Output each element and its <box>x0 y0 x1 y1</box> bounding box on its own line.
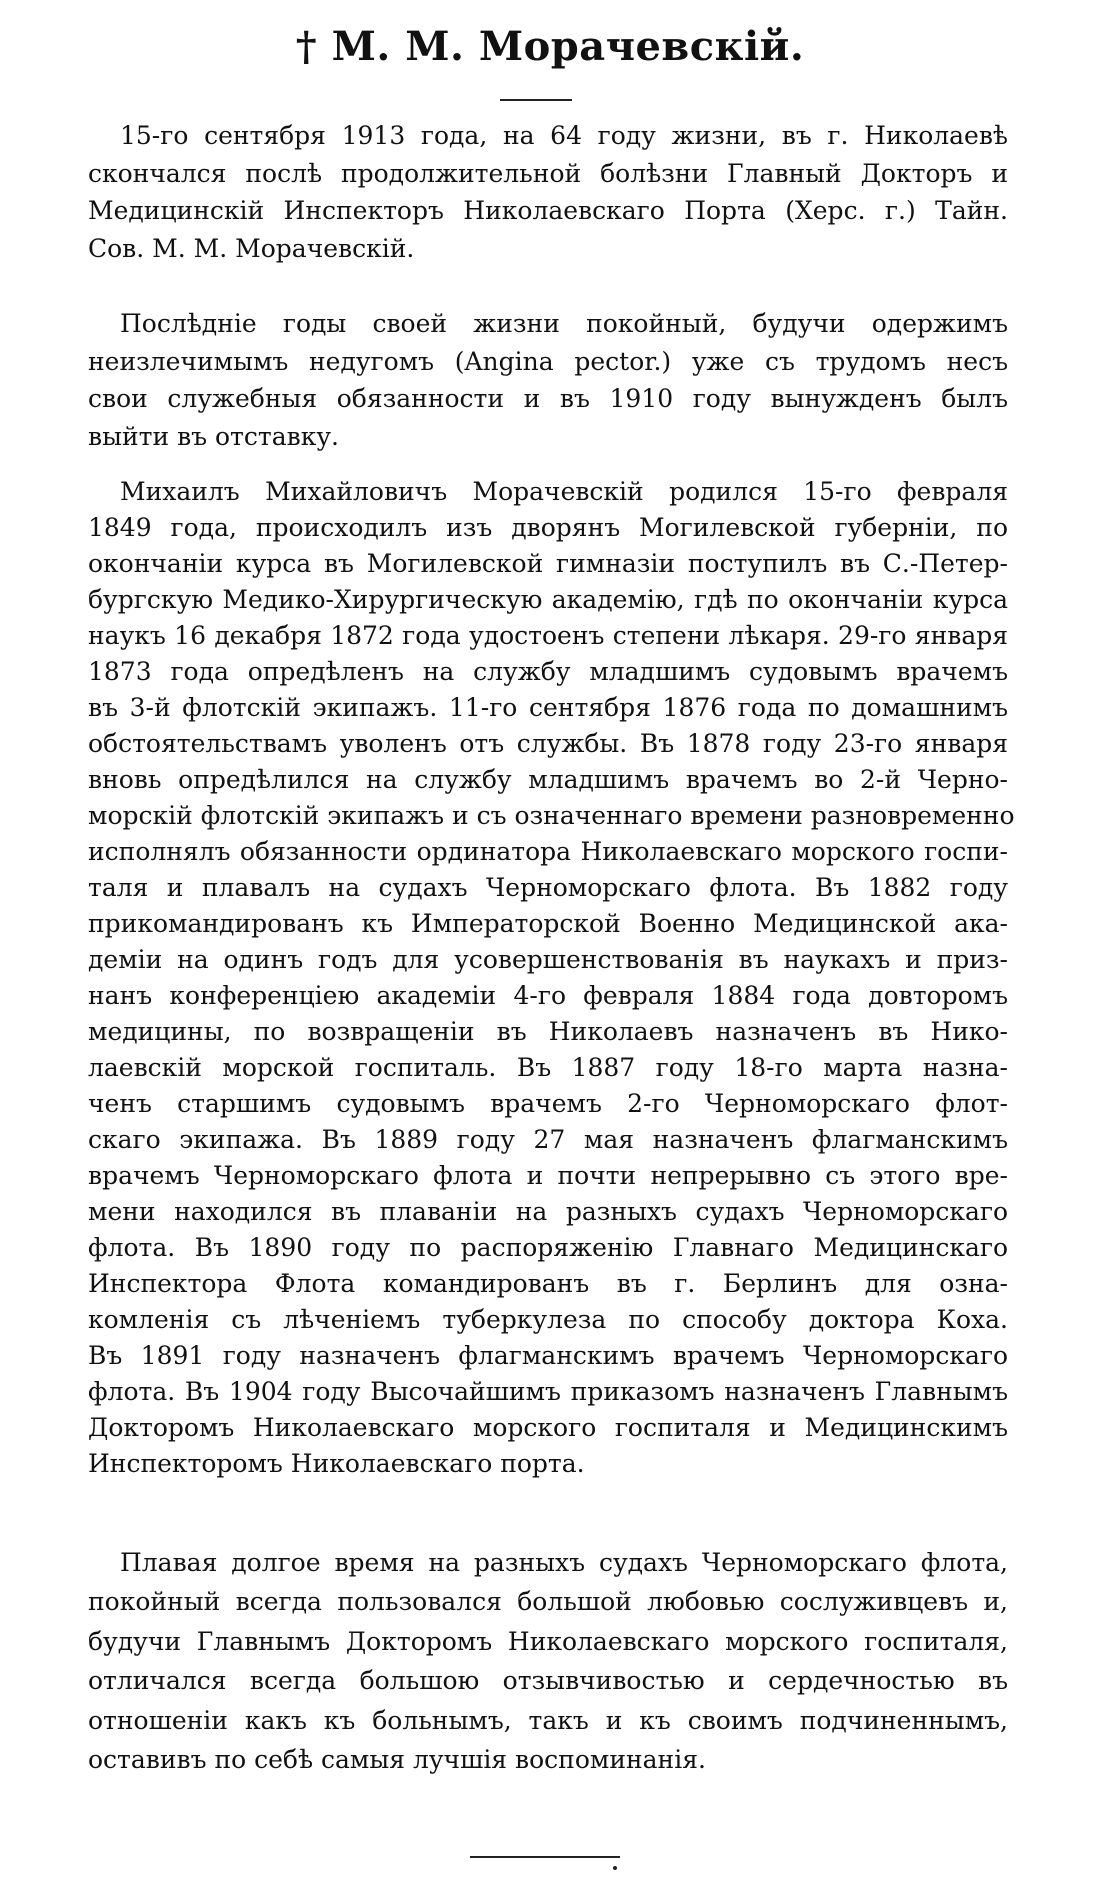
text-line: нанъ конференціею академіи 4-го февраля 1884 года довторомъ <box>88 981 1008 1010</box>
text-line: 1873 года опредѣленъ на службу младшимъ судовымъ врачемъ <box>88 657 1008 686</box>
paragraph-2 <box>88 305 1008 455</box>
text-line: медицины, по возвращеніи въ Николаевъ назначенъ въ Нико- <box>88 1017 1008 1046</box>
text-line: Сов. М. М. Морачевскій. <box>88 233 415 263</box>
text-line: скаго экипажа. Въ 1889 году 27 мая назначенъ флагманскимъ <box>88 1125 1008 1154</box>
text-line: наукъ 16 декабря 1872 года удостоенъ степени лѣкаря. 29-го января <box>88 621 1008 650</box>
text-line: Инспекторомъ Николаевскаго порта. <box>88 1449 585 1478</box>
end-divider <box>470 1856 620 1858</box>
paragraph-3 <box>88 474 1015 1482</box>
text-line: обстоятельствамъ уволенъ отъ службы. Въ 1878 году 23-го января <box>88 729 1008 758</box>
text-line: Инспектора Флота командированъ въ г. Берлинъ для озна- <box>88 1269 1008 1298</box>
end-dot <box>613 1866 617 1870</box>
text-line: скончался послѣ продолжительной болѣзни Главный Докторъ и <box>88 158 1008 188</box>
text-line: Медицинскій Инспекторъ Николаевскаго Порта (Херс. г.) Тайн. <box>88 196 1008 225</box>
paragraph-4 <box>88 1543 1008 1779</box>
text-line: таля и плавалъ на судахъ Черноморскаго флота. Въ 1882 году <box>88 873 1008 902</box>
text-line: врачемъ Черноморскаго флота и почти непрерывно съ этого вре- <box>88 1161 1008 1190</box>
text-line: флота. Въ 1890 году по распоряженію Главнаго Медицинскаго <box>88 1233 1008 1262</box>
text-line: отличался всегда большою отзывчивостью и сердечностью въ <box>88 1666 1008 1696</box>
text-line: прикомандированъ къ Императорской Военно Медицинской ака- <box>88 909 1008 938</box>
text-line: Докторомъ Николаевскаго морского госпиталя и Медицинскимъ <box>88 1413 1008 1442</box>
text-line: отношеніи какъ къ больнымъ, такъ и къ своимъ подчиненнымъ, <box>88 1705 1008 1735</box>
text-line: комленія съ лѣченіемъ туберкулеза по способу доктора Коха. <box>88 1305 1008 1334</box>
text-line: деміи на одинъ годъ для усовершенствованія въ наукахъ и приз- <box>88 945 1008 974</box>
text-line: 1849 года, происходилъ изъ дворянъ Могилевской губерніи, по <box>88 513 1008 542</box>
text-line: ченъ старшимъ судовымъ врачемъ 2-го Черноморскаго флот- <box>88 1089 1008 1118</box>
text-line: свои служебныя обязанности и въ 1910 году вынужденъ былъ <box>88 384 1008 413</box>
text-line: вновь опредѣлился на службу младшимъ врачемъ во 2-й Черно- <box>88 765 1008 794</box>
text-line: исполнялъ обязанности ординатора Николаевскаго морского госпи- <box>88 837 1008 866</box>
text-line: Плавая долгое время на разныхъ судахъ Черноморскаго флота, <box>120 1548 1008 1577</box>
text-line: окончаніи курса въ Могилевской гимназіи поступилъ въ С.-Петер- <box>88 549 1008 578</box>
text-line: мени находился въ плаваніи на разныхъ судахъ Черноморскаго <box>88 1197 1008 1226</box>
text-line: покойный всегда пользовался большой любовью сослуживцевъ и, <box>88 1587 1008 1617</box>
title-divider <box>500 99 572 101</box>
text-line: неизлечимымъ недугомъ (Angina pector.) уже съ трудомъ несъ <box>88 346 1008 376</box>
text-line: Въ 1891 году назначенъ флагманскимъ врачемъ Черноморскаго <box>88 1341 1008 1370</box>
text-line: будучи Главнымъ Докторомъ Николаевскаго морского госпиталя, <box>88 1626 1008 1656</box>
paragraph-1 <box>88 117 1008 267</box>
text-line: флота. Въ 1904 году Высочайшимъ приказомъ назначенъ Главнымъ <box>88 1377 1008 1406</box>
text-line: Михаилъ Михайловичъ Морачевскій родился 15-го февраля <box>120 477 1008 506</box>
text-line: Послѣдніе годы своей жизни покойный, будучи одержимъ <box>120 309 1008 338</box>
text-line: лаевскій морской госпиталь. Въ 1887 году 18-го марта назна- <box>88 1053 1008 1082</box>
text-line: въ 3-й флотскій экипажъ. 11-го сентября 1876 года по домашнимъ <box>88 693 1008 722</box>
text-line: морскій флотскій экипажъ и съ означеннаго времени разновременно <box>88 801 1015 830</box>
page-title: † М. М. Морачевскій. <box>295 23 805 70</box>
text-line: бургскую Медико-Хирургическую академію, гдѣ по окончаніи курса <box>88 585 1008 614</box>
text-line: выйти въ отставку. <box>88 421 339 451</box>
text-line: оставивъ по себѣ самыя лучшія воспоминанія. <box>88 1744 706 1774</box>
text-line: 15-го сентября 1913 года, на 64 году жизни, въ г. Николаевѣ <box>120 121 1008 150</box>
